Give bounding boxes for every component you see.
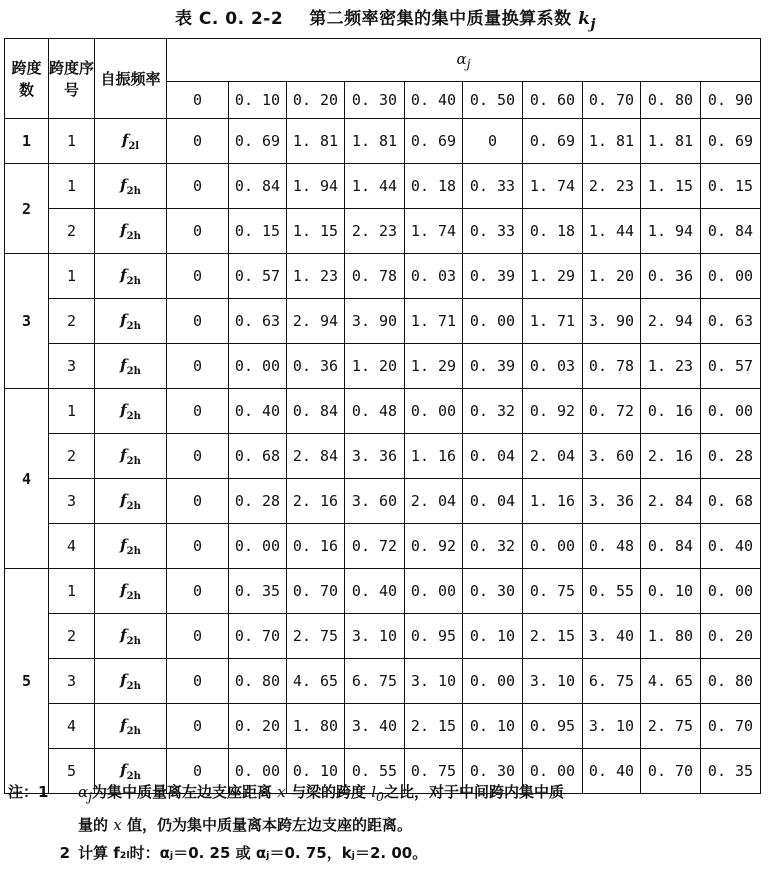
table-row (5, 164, 761, 209)
coefficient-cell: 2. 15 (523, 614, 583, 659)
span-index-cell: 3 (49, 479, 95, 524)
header-alpha: $\alpha_j$ (167, 39, 761, 82)
table-row (5, 389, 761, 434)
coefficient-cell: 0 (167, 209, 229, 254)
coefficient-cell: 1. 80 (641, 614, 701, 659)
coefficient-cell: 0. 69 (405, 119, 463, 164)
coefficient-cell: 2. 23 (345, 209, 405, 254)
coefficient-cell: 0. 04 (463, 434, 523, 479)
frequency-cell: $f_{2h}$ (95, 209, 167, 254)
coefficient-cell: 0 (167, 389, 229, 434)
coefficient-cell: 0 (167, 434, 229, 479)
span-count-cell: 2 (5, 164, 49, 254)
coefficient-cell: 3. 60 (345, 479, 405, 524)
span-index-cell: 4 (49, 704, 95, 749)
table-notes (8, 778, 768, 867)
coefficient-cell: 0 (167, 704, 229, 749)
coefficient-cell: 0 (167, 614, 229, 659)
coefficient-cell: 0. 70 (287, 569, 345, 614)
frequency-cell: $f_{2h}$ (95, 254, 167, 299)
span-count-cell: 1 (5, 119, 49, 164)
coefficient-cell: 0. 70 (701, 704, 761, 749)
coefficient-cell: 1. 94 (287, 164, 345, 209)
coefficient-cell: 1. 44 (583, 209, 641, 254)
coefficient-cell: 0. 68 (229, 434, 287, 479)
coefficient-cell: 4. 65 (287, 659, 345, 704)
coefficient-cell: 0. 39 (463, 254, 523, 299)
coefficient-cell: 1. 81 (287, 119, 345, 164)
coefficient-cell: 0. 68 (701, 479, 761, 524)
note-1: 注：1 $\alpha_j$为集中质量离左边支座距离 x 与梁的跨度 $l_0$之比，对于中间跨内集中质 (8, 783, 565, 804)
coefficient-cell: 0. 63 (701, 299, 761, 344)
coefficient-cell: 1. 20 (583, 254, 641, 299)
frequency-cell: $f_{2h}$ (95, 749, 167, 794)
coefficient-cell: 0. 10 (287, 749, 345, 794)
coefficient-cell: 3. 60 (583, 434, 641, 479)
coefficient-cell: 0. 84 (701, 209, 761, 254)
coefficient-cell: 0. 00 (701, 569, 761, 614)
frequency-cell: $f_{2h}$ (95, 569, 167, 614)
alpha-value-cell: 0. 80 (641, 82, 701, 119)
coefficient-cell: 1. 81 (583, 119, 641, 164)
coefficient-cell: 1. 29 (405, 344, 463, 389)
coefficient-cell: 0. 63 (229, 299, 287, 344)
coefficient-cell: 1. 94 (641, 209, 701, 254)
span-index-cell: 1 (49, 164, 95, 209)
coefficient-cell: 1. 29 (523, 254, 583, 299)
coefficient-cell: 0. 84 (641, 524, 701, 569)
coefficient-cell: 0. 00 (229, 344, 287, 389)
frequency-cell: $f_{2h}$ (95, 479, 167, 524)
coefficient-cell: 0. 57 (229, 254, 287, 299)
table-row (5, 659, 761, 704)
coefficient-cell: 0. 95 (523, 704, 583, 749)
table-row (5, 434, 761, 479)
coefficient-cell: 2. 94 (287, 299, 345, 344)
coefficient-cell: 0. 32 (463, 389, 523, 434)
coefficient-cell: 0. 10 (641, 569, 701, 614)
coefficient-cell: 1. 15 (641, 164, 701, 209)
coefficient-table (4, 38, 761, 794)
coefficient-cell: 0. 84 (229, 164, 287, 209)
coefficient-cell: 3. 10 (523, 659, 583, 704)
coefficient-cell: 0 (167, 524, 229, 569)
coefficient-cell: 0. 80 (701, 659, 761, 704)
alpha-value-cell: 0. 60 (523, 82, 583, 119)
span-count-cell: 5 (5, 569, 49, 794)
coefficient-cell: 1. 23 (287, 254, 345, 299)
coefficient-cell: 6. 75 (345, 659, 405, 704)
coefficient-cell: 0 (167, 254, 229, 299)
coefficient-cell: 3. 40 (583, 614, 641, 659)
span-index-cell: 1 (49, 569, 95, 614)
table-caption: 第二频率密集的集中质量换算系数 (309, 9, 572, 29)
span-index-cell: 1 (49, 119, 95, 164)
coefficient-cell: 2. 04 (523, 434, 583, 479)
note-1-continued: 量的 x 值，仍为集中质量离本跨左边支座的距离。 (78, 816, 412, 834)
coefficient-cell: 0. 00 (523, 524, 583, 569)
frequency-cell: $f_{2h}$ (95, 164, 167, 209)
coefficient-cell: 2. 94 (641, 299, 701, 344)
frequency-cell: $f_{2h}$ (95, 344, 167, 389)
alpha-value-cell: 0. 30 (345, 82, 405, 119)
coefficient-cell: 1. 44 (345, 164, 405, 209)
coefficient-cell: 0. 75 (523, 569, 583, 614)
span-index-cell: 2 (49, 614, 95, 659)
coefficient-cell: 0. 10 (463, 704, 523, 749)
coefficient-cell: 0. 16 (287, 524, 345, 569)
table-row (5, 254, 761, 299)
table-row (5, 524, 761, 569)
coefficient-cell: 0. 72 (345, 524, 405, 569)
coefficient-cell: 0 (167, 344, 229, 389)
coefficient-cell: 0. 40 (701, 524, 761, 569)
table-row (5, 569, 761, 614)
coefficient-cell: 0. 48 (583, 524, 641, 569)
coefficient-cell: 1. 15 (287, 209, 345, 254)
coefficient-cell: 0. 03 (523, 344, 583, 389)
coefficient-cell: 1. 80 (287, 704, 345, 749)
coefficient-cell: 0 (167, 569, 229, 614)
coefficient-cell: 1. 71 (405, 299, 463, 344)
frequency-cell: $f_{2h}$ (95, 704, 167, 749)
span-index-cell: 2 (49, 434, 95, 479)
alpha-value-cell: 0. 10 (229, 82, 287, 119)
coefficient-cell: 2. 84 (641, 479, 701, 524)
coefficient-cell: 0. 30 (463, 569, 523, 614)
frequency-cell: $f_{2h}$ (95, 524, 167, 569)
coefficient-cell: 0 (167, 299, 229, 344)
coefficient-cell: 1. 74 (523, 164, 583, 209)
coefficient-cell: 1. 16 (523, 479, 583, 524)
span-index-cell: 5 (49, 749, 95, 794)
frequency-cell: $f_{2h}$ (95, 659, 167, 704)
coefficient-cell: 0. 00 (701, 254, 761, 299)
coefficient-cell: 0. 20 (229, 704, 287, 749)
coefficient-cell: 0. 78 (345, 254, 405, 299)
coefficient-cell: 0. 92 (405, 524, 463, 569)
span-index-cell: 2 (49, 299, 95, 344)
coefficient-cell: 0. 70 (229, 614, 287, 659)
coefficient-cell: 0. 28 (229, 479, 287, 524)
coefficient-cell: 0. 92 (523, 389, 583, 434)
coefficient-cell: 2. 75 (287, 614, 345, 659)
table-row (5, 299, 761, 344)
span-index-cell: 2 (49, 209, 95, 254)
coefficient-cell: 1. 81 (641, 119, 701, 164)
coefficient-cell: 0. 69 (229, 119, 287, 164)
coefficient-cell: 0. 00 (229, 749, 287, 794)
coefficient-cell: 1. 23 (641, 344, 701, 389)
coefficient-cell: 3. 36 (345, 434, 405, 479)
coefficient-cell: 0. 18 (523, 209, 583, 254)
coefficient-cell: 0. 04 (463, 479, 523, 524)
coefficient-cell: 0. 78 (583, 344, 641, 389)
coefficient-cell: 0 (167, 164, 229, 209)
coefficient-cell: 0. 00 (229, 524, 287, 569)
coefficient-cell: 2. 04 (405, 479, 463, 524)
coefficient-cell: 0. 33 (463, 209, 523, 254)
table-row (5, 209, 761, 254)
coefficient-cell: 3. 40 (345, 704, 405, 749)
coefficient-cell: 3. 10 (345, 614, 405, 659)
coefficient-cell: 0. 00 (463, 659, 523, 704)
coefficient-cell: 0. 03 (405, 254, 463, 299)
table-row (5, 479, 761, 524)
frequency-cell: $f_{2h}$ (95, 299, 167, 344)
coefficient-cell: 0 (167, 119, 229, 164)
coefficient-cell: 0. 00 (701, 389, 761, 434)
coefficient-cell: 0. 35 (701, 749, 761, 794)
coefficient-cell: 0. 80 (229, 659, 287, 704)
alpha-value-cell: 0 (167, 82, 229, 119)
coefficient-cell: 2. 23 (583, 164, 641, 209)
coefficient-cell: 0. 40 (229, 389, 287, 434)
table-row (5, 614, 761, 659)
coefficient-cell: 0. 15 (701, 164, 761, 209)
coefficient-cell: 2. 16 (641, 434, 701, 479)
coefficient-cell: 0. 70 (641, 749, 701, 794)
coefficient-cell: 0. 16 (641, 389, 701, 434)
coefficient-cell: 0. 20 (701, 614, 761, 659)
alpha-value-cell: 0. 90 (701, 82, 761, 119)
table-number: 表 C. 0. 2-2 (174, 9, 284, 29)
alpha-value-cell: 0. 70 (583, 82, 641, 119)
span-index-cell: 3 (49, 659, 95, 704)
frequency-cell: $f_{2h}$ (95, 389, 167, 434)
coefficient-cell: 0. 10 (463, 614, 523, 659)
coefficient-cell: 0. 69 (523, 119, 583, 164)
alpha-value-cell: 0. 40 (405, 82, 463, 119)
coefficient-cell: 3. 10 (405, 659, 463, 704)
coefficient-cell: 2. 15 (405, 704, 463, 749)
coefficient-cell: 3. 10 (583, 704, 641, 749)
coefficient-cell: 0. 30 (463, 749, 523, 794)
span-index-cell: 1 (49, 254, 95, 299)
coefficient-cell: 6. 75 (583, 659, 641, 704)
coefficient-cell: 0. 00 (523, 749, 583, 794)
coefficient-cell: 0. 57 (701, 344, 761, 389)
coefficient-cell: 0. 55 (583, 569, 641, 614)
coefficient-cell: 0 (167, 749, 229, 794)
coefficient-cell: 0. 39 (463, 344, 523, 389)
header-natural-frequency: 自振频率 (95, 39, 167, 119)
coefficient-cell: 0 (167, 659, 229, 704)
alpha-value-cell: 0. 20 (287, 82, 345, 119)
coefficient-cell: 0 (167, 479, 229, 524)
coefficient-cell: 3. 36 (583, 479, 641, 524)
coefficient-cell: 0. 36 (641, 254, 701, 299)
span-index-cell: 3 (49, 344, 95, 389)
coefficient-cell: 1. 16 (405, 434, 463, 479)
header-span-count: 跨度数 (5, 39, 49, 119)
coefficient-cell: 1. 81 (345, 119, 405, 164)
coefficient-cell: 2. 75 (641, 704, 701, 749)
coefficient-cell: 0. 33 (463, 164, 523, 209)
coefficient-cell: 2. 16 (287, 479, 345, 524)
coefficient-cell: 0. 00 (405, 389, 463, 434)
table-row (5, 119, 761, 164)
coefficient-cell: 0. 28 (701, 434, 761, 479)
alpha-value-cell: 0. 50 (463, 82, 523, 119)
coefficient-cell: 0. 69 (701, 119, 761, 164)
table-title (0, 4, 771, 34)
table-row (5, 704, 761, 749)
frequency-cell: $f_{2h}$ (95, 614, 167, 659)
coefficient-cell: 0. 40 (583, 749, 641, 794)
coefficient-cell: 1. 20 (345, 344, 405, 389)
frequency-cell: $f_{2h}$ (95, 434, 167, 479)
coefficient-cell: 1. 71 (523, 299, 583, 344)
coefficient-cell: 2. 84 (287, 434, 345, 479)
coefficient-cell: 0. 00 (405, 569, 463, 614)
span-index-cell: 4 (49, 524, 95, 569)
coefficient-cell: 0. 32 (463, 524, 523, 569)
coefficient-cell: 0. 18 (405, 164, 463, 209)
coefficient-cell: 0. 40 (345, 569, 405, 614)
coefficient-cell: 0. 95 (405, 614, 463, 659)
coefficient-cell: 0. 35 (229, 569, 287, 614)
frequency-cell: $f_{2l}$ (95, 119, 167, 164)
coefficient-cell: 0. 72 (583, 389, 641, 434)
coefficient-cell: 0. 48 (345, 389, 405, 434)
coefficient-symbol: $k_j$ (578, 9, 597, 33)
coefficient-cell: 0. 00 (463, 299, 523, 344)
coefficient-cell: 0 (463, 119, 523, 164)
note-2: 2 计算 f₂ₗ时：αⱼ＝0. 25 或 αⱼ＝0. 75，kⱼ＝2. 00。 (59, 844, 428, 862)
table-row (5, 344, 761, 389)
coefficient-cell: 3. 90 (345, 299, 405, 344)
header-span-index: 跨度序号 (49, 39, 95, 119)
span-count-cell: 4 (5, 389, 49, 569)
coefficient-cell: 0. 84 (287, 389, 345, 434)
coefficient-cell: 4. 65 (641, 659, 701, 704)
span-index-cell: 1 (49, 389, 95, 434)
coefficient-cell: 0. 15 (229, 209, 287, 254)
span-count-cell: 3 (5, 254, 49, 389)
coefficient-cell: 0. 36 (287, 344, 345, 389)
coefficient-cell: 0. 55 (345, 749, 405, 794)
coefficient-cell: 0. 75 (405, 749, 463, 794)
coefficient-cell: 1. 74 (405, 209, 463, 254)
coefficient-cell: 3. 90 (583, 299, 641, 344)
